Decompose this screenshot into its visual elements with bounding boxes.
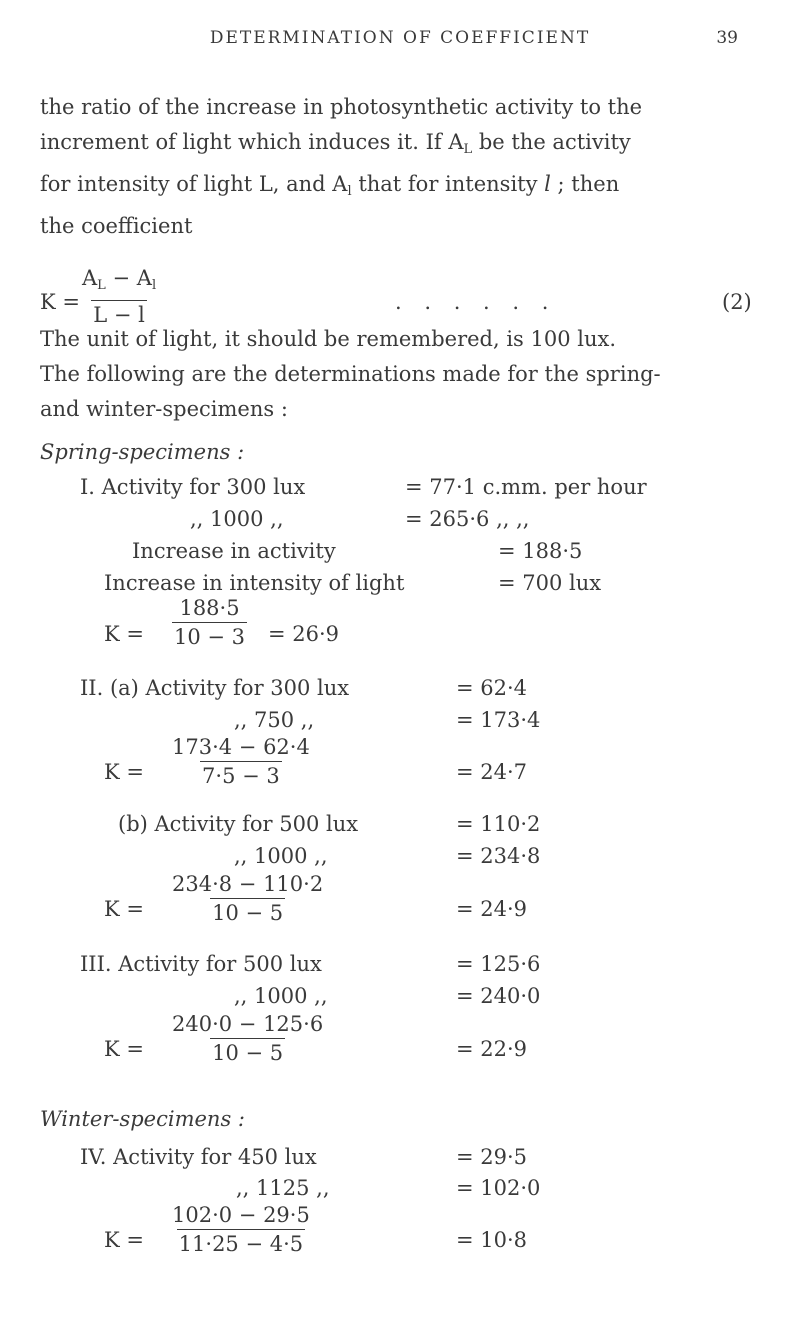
header-title: DETERMINATION OF COEFFICIENT [209,28,591,48]
eq2-num-sub-L: L [97,278,106,293]
page-number: 39 [716,28,738,48]
s2b-fraction [170,872,325,925]
s2a-line-2-label: ,, 750 ,, [234,708,315,732]
w4-line-1-value: = 29·5 [456,1145,528,1169]
s3-k: K = [104,1037,144,1061]
s3-denominator: 10 − 5 [210,1038,285,1065]
intro-line-3 [40,167,762,209]
s2a-line-1-label: II. (a) Activity for 300 lux [80,676,350,700]
s3-line-1-label: III. Activity for 500 lux [80,952,322,976]
following-line-1: The following are the determinations made for the spring- [40,362,661,386]
intro-line-2-text: increment of light which induces it. If A [40,130,464,154]
s2b-line-2-label: ,, 1000 ,, [234,844,328,868]
s1-line-2-value: = 265·6 ,, ,, [405,507,530,531]
intro-line-3-mid: that for intensity [351,172,545,196]
w4-line-2-label: ,, 1125 ,, [236,1176,330,1200]
s2a-line-1-value: = 62·4 [456,676,528,700]
intro-line-4: the coefficient [40,214,193,238]
s2b-numerator: 234·8 − 110·2 [172,872,324,896]
s1-line-2-label: ,, 1000 ,, [190,507,284,531]
following-line-2: and winter-specimens : [40,397,288,421]
s1-line-4-value: = 700 lux [498,571,602,595]
eq2-label: (2) [722,290,752,314]
s3-result: = 22·9 [456,1037,528,1061]
s2a-denominator: 7·5 − 3 [200,761,282,788]
spring-heading [40,440,244,464]
eq2-numerator [80,266,158,300]
s1-denominator: 10 − 3 [172,622,247,649]
eq2-k: K = [40,290,80,314]
s1-k: K = [104,622,144,646]
subscript-L: L [463,142,473,157]
following-paragraph [40,357,762,427]
s1-fraction [172,596,247,649]
eq2-num-minus: − A [105,266,152,290]
w4-line-2-value: = 102·0 [456,1176,541,1200]
s1-line-4-label: Increase in intensity of light [104,571,405,595]
s2b-result: = 24·9 [456,897,528,921]
w4-numerator: 102·0 − 29·5 [172,1203,310,1227]
italic-l: l [544,172,551,196]
w4-line-1-label: IV. Activity for 450 lux [80,1145,317,1169]
s1-line-1-label: I. Activity for 300 lux [80,475,306,499]
s2b-k: K = [104,897,144,921]
winter-heading [40,1107,245,1131]
intro-paragraph [40,90,762,244]
s2a-numerator: 173·4 − 62·4 [172,735,310,759]
unit-note: The unit of light, it should be remembered, is 100 lux. [40,327,617,351]
s2b-line-1-value: = 110·2 [456,812,541,836]
eq2-num-a: A [82,266,98,290]
intro-line-2-end: be the activity [472,130,631,154]
intro-line-1: the ratio of the increase in photosynthetic activity to the [40,95,643,119]
s2b-denominator: 10 − 5 [210,898,285,925]
eq2-leader-dots: . . . . . . [395,290,557,314]
s1-line-3-value: = 188·5 [498,539,583,563]
s1-line-1-value: = 77·1 c.mm. per hour [405,475,647,499]
s2b-line-1-label: (b) Activity for 500 lux [118,812,359,836]
eq2-fraction [80,266,158,327]
s2a-fraction [170,735,312,788]
w4-fraction [170,1203,312,1256]
winter-heading-text: Winter-specimens : [40,1107,245,1131]
s1-numerator: 188·5 [179,596,240,620]
s1-result: = 26·9 [268,622,340,646]
w4-denominator: 11·25 − 4·5 [177,1229,305,1256]
intro-line-2 [40,125,762,167]
s3-fraction [170,1012,325,1065]
s1-line-3-label: Increase in activity [132,539,336,563]
s3-line-1-value: = 125·6 [456,952,541,976]
spring-heading-text: Spring-specimens : [40,440,245,464]
intro-line-3-text: for intensity of light L, and A [40,172,348,196]
s2a-line-2-value: = 173·4 [456,708,541,732]
eq2-num-sub-l: l [151,278,157,293]
s3-line-2-value: = 240·0 [456,984,541,1008]
w4-result: = 10·8 [456,1228,528,1252]
subscript-l: l [347,184,352,199]
s3-numerator: 240·0 − 125·6 [172,1012,324,1036]
w4-k: K = [104,1228,144,1252]
running-header [0,28,800,58]
s3-line-2-label: ,, 1000 ,, [234,984,328,1008]
intro-line-3-end: ; then [550,172,620,196]
s2a-result: = 24·7 [456,760,528,784]
s2a-k: K = [104,760,144,784]
eq2-denominator: L − l [91,300,147,327]
s2b-line-2-value: = 234·8 [456,844,541,868]
